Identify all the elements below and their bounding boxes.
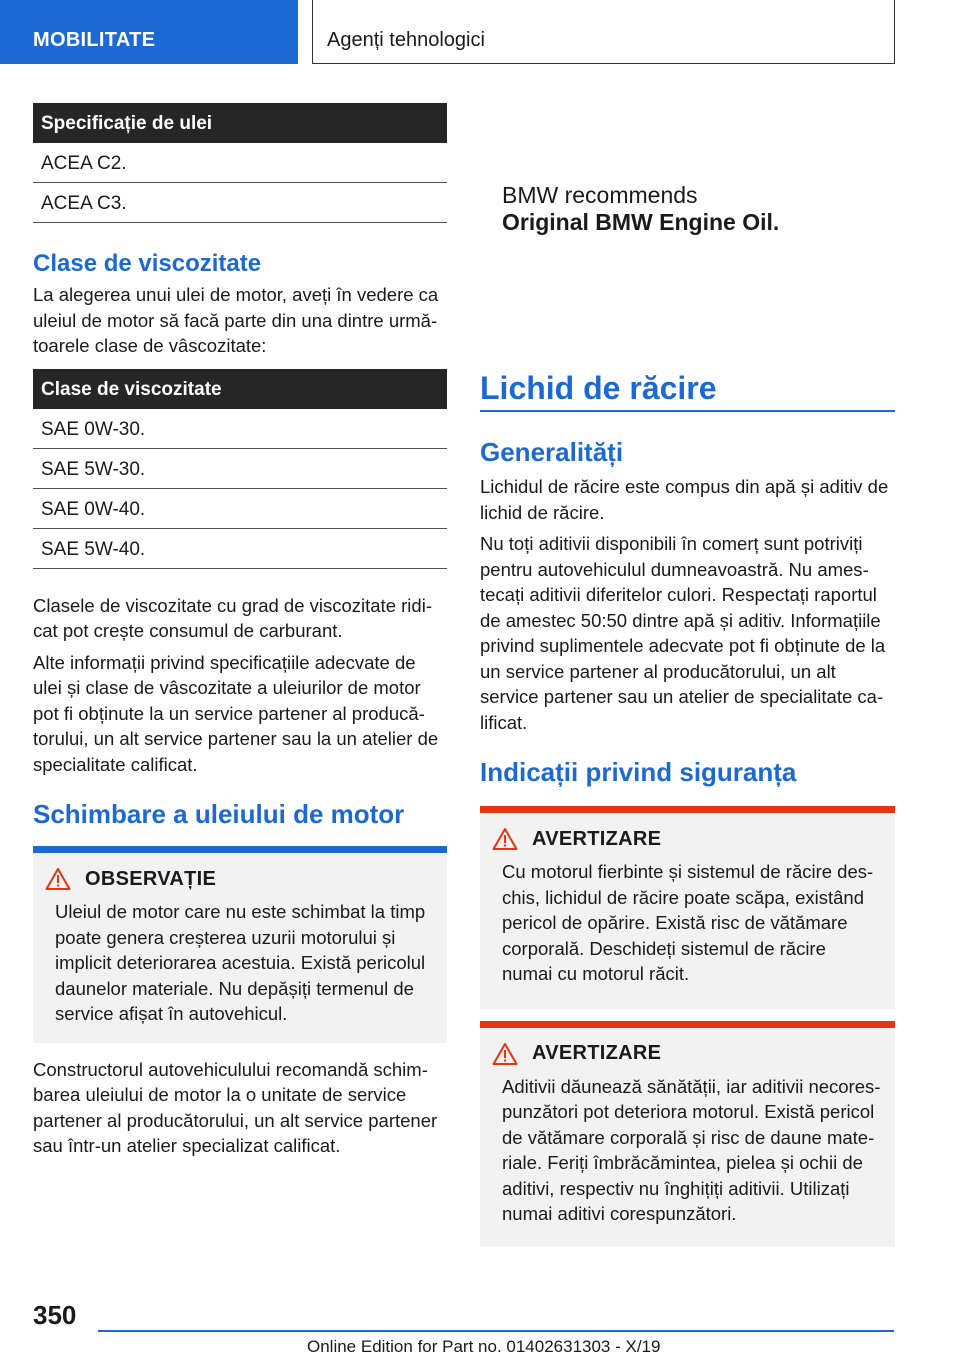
oil-change-notice	[33, 846, 447, 1043]
viscosity-table	[33, 369, 447, 569]
warning-title: AVERTIZARE	[532, 827, 662, 850]
viscosity-para-1: Clasele de viscozitate cu grad de viscozitate ridicat pot crește consumul de carburant.	[33, 594, 432, 641]
warning-title: AVERTIZARE	[532, 1042, 662, 1064]
warning-header	[492, 1042, 881, 1066]
chapter-header	[312, 0, 895, 64]
logo-line-2: Original BMW Engine Oil.	[502, 209, 780, 235]
oil-change-para: Constructorul autovehiculului recomandă schimbarea uleiului de motor la o unitate de service partener al producătorului, un alt service partener sau într-un atelier specializat calificat.	[33, 1058, 438, 1156]
viscosity-intro: La alegerea unui ulei de motor, aveți în vedere ca uleiul de motor să facă parte din una dintre următoarele clase de vâscozitate:	[33, 284, 439, 356]
warning-text: Aditivii dăunează sănătății, iar aditivii necorespunzători pot deteriora motorul. Există pericol de vătămare corporală și risc de daune materiale. Feriți îmbrăcămintea, pielea și ochii de aditivi, respectiv nu înghițiți aditivii. Utilizați numai aditivi corespunzători.	[502, 1075, 881, 1224]
general-para-2: Nu toți aditivii disponibili în comerț sunt potriviți pentru autovehiculul dumneavoastră. Nu amestecați aditivii diferitelor culori. Respectați raportul de amestec 50:50 dintre apă și aditiv. Informațiile privind suplimentele adecvate pot fi obținute de la un service partener al producătorului, un alt service partener sau un atelier de specialitate calificat.	[480, 533, 886, 733]
table-row: ACEA C2.	[33, 143, 447, 183]
section-label: MOBILITATE	[33, 29, 156, 51]
table-row: ACEA C3.	[33, 183, 447, 223]
title-rule	[480, 410, 895, 412]
viscosity-heading: Clase de viscozitate	[33, 250, 262, 277]
chapter-label: Agenți tehnologici	[327, 29, 485, 51]
left-column	[33, 103, 447, 1159]
notice-title: OBSERVAȚIE	[85, 867, 217, 890]
general-heading: Generalități	[480, 437, 624, 467]
notice-header	[45, 867, 433, 891]
table-row: SAE 0W-40.	[33, 489, 447, 529]
section-tab	[0, 0, 298, 64]
oil-spec-table-header: Specificație de ulei	[33, 103, 447, 143]
table-row: SAE 5W-40.	[33, 529, 447, 569]
warning-bar	[480, 806, 895, 813]
general-para-1: Lichidul de răcire este compus din apă și aditiv de lichid de răcire.	[480, 476, 889, 523]
warning-triangle-icon	[492, 1042, 518, 1066]
warning-2	[480, 1021, 895, 1247]
warning-1	[480, 806, 895, 1009]
footer-rule	[98, 1330, 894, 1332]
notice-bar	[33, 846, 447, 853]
oil-change-heading: Schimbare a uleiului de motor	[33, 799, 405, 829]
oil-spec-table	[33, 103, 447, 223]
right-column-body	[480, 437, 895, 1247]
right-column	[480, 370, 895, 407]
bmw-oil-logo	[502, 182, 779, 236]
notice-box	[33, 853, 447, 1043]
logo-line-1: BMW recommends	[502, 182, 698, 208]
warning-text: Cu motorul fierbinte și sistemul de răcire deschis, lichidul de răcire poate scăpa, existând pericol de opărire. Există risc de vătămare corporală. Deschideți sistemul de răcire numai cu motorul răcit.	[502, 861, 874, 984]
table-row: SAE 5W-30.	[33, 449, 447, 489]
safety-heading: Indicații privind siguranța	[480, 757, 797, 787]
viscosity-table-header: Clase de viscozitate	[33, 369, 447, 409]
warning-triangle-icon	[45, 867, 71, 891]
warning-bar	[480, 1021, 895, 1028]
viscosity-para-2: Alte informații privind specificațiile adecvate de ulei și clase de vâscozitate a uleiurilor de motor pot fi obținute la un service partener al producătorului, un alt service partener sau la un atelier de specialitate calificat.	[33, 651, 439, 775]
footer-edition: Online Edition for Part no. 01402631303 - X/19	[307, 1337, 661, 1356]
coolant-title: Lichid de răcire	[480, 370, 717, 406]
warning-header	[492, 827, 881, 851]
warning-box	[480, 1028, 895, 1247]
warning-box	[480, 813, 895, 1009]
warning-triangle-icon	[492, 827, 518, 851]
table-row: SAE 0W-30.	[33, 409, 447, 449]
notice-text: Uleiul de motor care nu este schimbat la timp poate genera creșterea uzurii motorului și implicit deteriorarea acestuia. Există pericolul daunelor materiale. Nu depășiți termenul de service afișat în autovehicul.	[55, 901, 426, 1024]
page-number: 350	[33, 1300, 77, 1330]
